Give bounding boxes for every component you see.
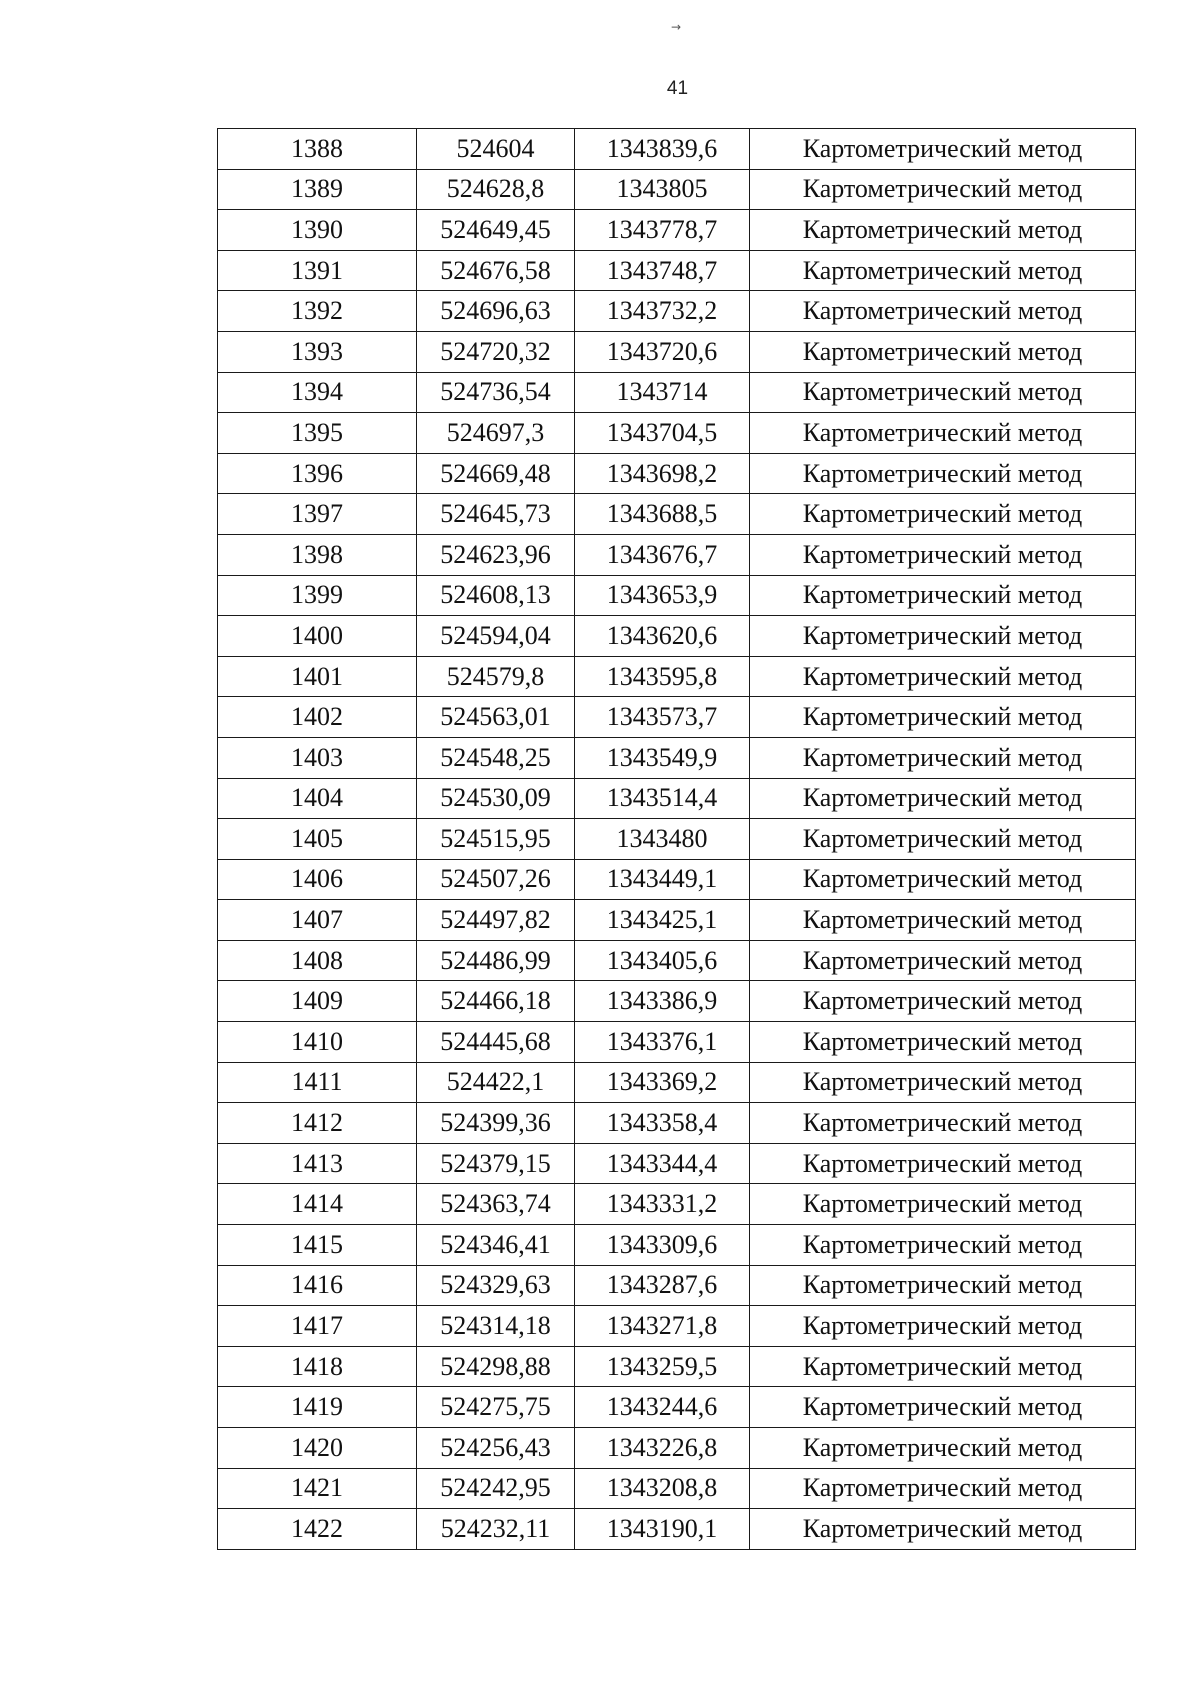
table-row bbox=[218, 940, 1136, 981]
point-number-cell: 1399 bbox=[218, 575, 417, 616]
table-row bbox=[218, 1265, 1136, 1306]
point-number-cell: 1422 bbox=[218, 1509, 417, 1550]
table-row bbox=[218, 250, 1136, 291]
table-row bbox=[218, 819, 1136, 860]
y-coordinate-cell: 1343358,4 bbox=[575, 1103, 750, 1144]
x-coordinate-cell: 524697,3 bbox=[417, 413, 575, 454]
y-coordinate-cell: 1343376,1 bbox=[575, 1022, 750, 1063]
point-number-cell: 1396 bbox=[218, 453, 417, 494]
y-coordinate-cell: 1343748,7 bbox=[575, 250, 750, 291]
point-number-cell: 1394 bbox=[218, 372, 417, 413]
y-coordinate-cell: 1343331,2 bbox=[575, 1184, 750, 1225]
method-cell: Картометрический метод bbox=[750, 575, 1136, 616]
table-row bbox=[218, 737, 1136, 778]
x-coordinate-cell: 524720,32 bbox=[417, 331, 575, 372]
x-coordinate-cell: 524232,11 bbox=[417, 1509, 575, 1550]
table-row bbox=[218, 210, 1136, 251]
y-coordinate-cell: 1343778,7 bbox=[575, 210, 750, 251]
y-coordinate-cell: 1343714 bbox=[575, 372, 750, 413]
method-cell: Картометрический метод bbox=[750, 534, 1136, 575]
table-row bbox=[218, 169, 1136, 210]
method-cell: Картометрический метод bbox=[750, 656, 1136, 697]
method-cell: Картометрический метод bbox=[750, 1184, 1136, 1225]
point-number-cell: 1405 bbox=[218, 819, 417, 860]
y-coordinate-cell: 1343480 bbox=[575, 819, 750, 860]
method-cell: Картометрический метод bbox=[750, 1225, 1136, 1266]
point-number-cell: 1402 bbox=[218, 697, 417, 738]
table-row bbox=[218, 1428, 1136, 1469]
table-row bbox=[218, 1225, 1136, 1266]
method-cell: Картометрический метод bbox=[750, 940, 1136, 981]
method-cell: Картометрический метод bbox=[750, 1468, 1136, 1509]
method-cell: Картометрический метод bbox=[750, 1509, 1136, 1550]
method-cell: Картометрический метод bbox=[750, 1306, 1136, 1347]
y-coordinate-cell: 1343405,6 bbox=[575, 940, 750, 981]
method-cell: Картометрический метод bbox=[750, 900, 1136, 941]
point-number-cell: 1400 bbox=[218, 616, 417, 657]
method-cell: Картометрический метод bbox=[750, 169, 1136, 210]
y-coordinate-cell: 1343573,7 bbox=[575, 697, 750, 738]
table-row bbox=[218, 859, 1136, 900]
table-row bbox=[218, 453, 1136, 494]
method-cell: Картометрический метод bbox=[750, 819, 1136, 860]
point-number-cell: 1406 bbox=[218, 859, 417, 900]
point-number-cell: 1395 bbox=[218, 413, 417, 454]
x-coordinate-cell: 524363,74 bbox=[417, 1184, 575, 1225]
table-row bbox=[218, 1184, 1136, 1225]
point-number-cell: 1420 bbox=[218, 1428, 417, 1469]
method-cell: Картометрический метод bbox=[750, 1387, 1136, 1428]
point-number-cell: 1411 bbox=[218, 1062, 417, 1103]
point-number-cell: 1409 bbox=[218, 981, 417, 1022]
method-cell: Картометрический метод bbox=[750, 1143, 1136, 1184]
y-coordinate-cell: 1343369,2 bbox=[575, 1062, 750, 1103]
method-cell: Картометрический метод bbox=[750, 453, 1136, 494]
table-row bbox=[218, 900, 1136, 941]
x-coordinate-cell: 524736,54 bbox=[417, 372, 575, 413]
method-cell: Картометрический метод bbox=[750, 494, 1136, 535]
table-row bbox=[218, 1103, 1136, 1144]
method-cell: Картометрический метод bbox=[750, 250, 1136, 291]
point-number-cell: 1418 bbox=[218, 1346, 417, 1387]
x-coordinate-cell: 524623,96 bbox=[417, 534, 575, 575]
point-number-cell: 1415 bbox=[218, 1225, 417, 1266]
method-cell: Картометрический метод bbox=[750, 1103, 1136, 1144]
x-coordinate-cell: 524298,88 bbox=[417, 1346, 575, 1387]
point-number-cell: 1392 bbox=[218, 291, 417, 332]
x-coordinate-cell: 524628,8 bbox=[417, 169, 575, 210]
coordinates-table-body bbox=[218, 129, 1136, 1550]
page-number: 41 bbox=[666, 78, 689, 99]
x-coordinate-cell: 524507,26 bbox=[417, 859, 575, 900]
y-coordinate-cell: 1343309,6 bbox=[575, 1225, 750, 1266]
x-coordinate-cell: 524486,99 bbox=[417, 940, 575, 981]
point-number-cell: 1410 bbox=[218, 1022, 417, 1063]
y-coordinate-cell: 1343732,2 bbox=[575, 291, 750, 332]
x-coordinate-cell: 524649,45 bbox=[417, 210, 575, 251]
x-coordinate-cell: 524466,18 bbox=[417, 981, 575, 1022]
x-coordinate-cell: 524608,13 bbox=[417, 575, 575, 616]
table-row bbox=[218, 1143, 1136, 1184]
y-coordinate-cell: 1343653,9 bbox=[575, 575, 750, 616]
method-cell: Картометрический метод bbox=[750, 331, 1136, 372]
table-row bbox=[218, 575, 1136, 616]
table-row bbox=[218, 1387, 1136, 1428]
table-row bbox=[218, 1468, 1136, 1509]
point-number-cell: 1419 bbox=[218, 1387, 417, 1428]
table-row bbox=[218, 656, 1136, 697]
method-cell: Картометрический метод bbox=[750, 1428, 1136, 1469]
y-coordinate-cell: 1343688,5 bbox=[575, 494, 750, 535]
x-coordinate-cell: 524530,09 bbox=[417, 778, 575, 819]
point-number-cell: 1393 bbox=[218, 331, 417, 372]
x-coordinate-cell: 524346,41 bbox=[417, 1225, 575, 1266]
method-cell: Картометрический метод bbox=[750, 129, 1136, 170]
point-number-cell: 1397 bbox=[218, 494, 417, 535]
table-row bbox=[218, 129, 1136, 170]
table-row bbox=[218, 1306, 1136, 1347]
x-coordinate-cell: 524696,63 bbox=[417, 291, 575, 332]
method-cell: Картометрический метод bbox=[750, 413, 1136, 454]
y-coordinate-cell: 1343449,1 bbox=[575, 859, 750, 900]
table-row bbox=[218, 534, 1136, 575]
point-number-cell: 1404 bbox=[218, 778, 417, 819]
x-coordinate-cell: 524563,01 bbox=[417, 697, 575, 738]
y-coordinate-cell: 1343226,8 bbox=[575, 1428, 750, 1469]
method-cell: Картометрический метод bbox=[750, 737, 1136, 778]
x-coordinate-cell: 524604 bbox=[417, 129, 575, 170]
y-coordinate-cell: 1343839,6 bbox=[575, 129, 750, 170]
point-number-cell: 1403 bbox=[218, 737, 417, 778]
point-number-cell: 1388 bbox=[218, 129, 417, 170]
y-coordinate-cell: 1343676,7 bbox=[575, 534, 750, 575]
x-coordinate-cell: 524256,43 bbox=[417, 1428, 575, 1469]
x-coordinate-cell: 524242,95 bbox=[417, 1468, 575, 1509]
y-coordinate-cell: 1343704,5 bbox=[575, 413, 750, 454]
y-coordinate-cell: 1343271,8 bbox=[575, 1306, 750, 1347]
table-row bbox=[218, 697, 1136, 738]
point-number-cell: 1389 bbox=[218, 169, 417, 210]
y-coordinate-cell: 1343344,4 bbox=[575, 1143, 750, 1184]
method-cell: Картометрический метод bbox=[750, 1346, 1136, 1387]
y-coordinate-cell: 1343425,1 bbox=[575, 900, 750, 941]
x-coordinate-cell: 524399,36 bbox=[417, 1103, 575, 1144]
method-cell: Картометрический метод bbox=[750, 1265, 1136, 1306]
method-cell: Картометрический метод bbox=[750, 372, 1136, 413]
table-row bbox=[218, 413, 1136, 454]
point-number-cell: 1391 bbox=[218, 250, 417, 291]
point-number-cell: 1421 bbox=[218, 1468, 417, 1509]
point-number-cell: 1416 bbox=[218, 1265, 417, 1306]
x-coordinate-cell: 524579,8 bbox=[417, 656, 575, 697]
table-row bbox=[218, 372, 1136, 413]
method-cell: Картометрический метод bbox=[750, 859, 1136, 900]
method-cell: Картометрический метод bbox=[750, 981, 1136, 1022]
y-coordinate-cell: 1343514,4 bbox=[575, 778, 750, 819]
method-cell: Картометрический метод bbox=[750, 616, 1136, 657]
point-number-cell: 1390 bbox=[218, 210, 417, 251]
x-coordinate-cell: 524422,1 bbox=[417, 1062, 575, 1103]
x-coordinate-cell: 524379,15 bbox=[417, 1143, 575, 1184]
point-number-cell: 1398 bbox=[218, 534, 417, 575]
table-row bbox=[218, 331, 1136, 372]
y-coordinate-cell: 1343620,6 bbox=[575, 616, 750, 657]
y-coordinate-cell: 1343386,9 bbox=[575, 981, 750, 1022]
table-row bbox=[218, 1346, 1136, 1387]
y-coordinate-cell: 1343595,8 bbox=[575, 656, 750, 697]
x-coordinate-cell: 524548,25 bbox=[417, 737, 575, 778]
point-number-cell: 1401 bbox=[218, 656, 417, 697]
method-cell: Картометрический метод bbox=[750, 697, 1136, 738]
y-coordinate-cell: 1343549,9 bbox=[575, 737, 750, 778]
y-coordinate-cell: 1343208,8 bbox=[575, 1468, 750, 1509]
y-coordinate-cell: 1343259,5 bbox=[575, 1346, 750, 1387]
table-row bbox=[218, 981, 1136, 1022]
y-coordinate-cell: 1343190,1 bbox=[575, 1509, 750, 1550]
point-number-cell: 1407 bbox=[218, 900, 417, 941]
y-coordinate-cell: 1343720,6 bbox=[575, 331, 750, 372]
table-row bbox=[218, 616, 1136, 657]
x-coordinate-cell: 524497,82 bbox=[417, 900, 575, 941]
point-number-cell: 1414 bbox=[218, 1184, 417, 1225]
point-number-cell: 1412 bbox=[218, 1103, 417, 1144]
x-coordinate-cell: 524445,68 bbox=[417, 1022, 575, 1063]
method-cell: Картометрический метод bbox=[750, 1062, 1136, 1103]
table-row bbox=[218, 778, 1136, 819]
x-coordinate-cell: 524669,48 bbox=[417, 453, 575, 494]
method-cell: Картометрический метод bbox=[750, 1022, 1136, 1063]
table-row bbox=[218, 1509, 1136, 1550]
x-coordinate-cell: 524515,95 bbox=[417, 819, 575, 860]
point-number-cell: 1413 bbox=[218, 1143, 417, 1184]
method-cell: Картометрический метод bbox=[750, 778, 1136, 819]
coordinates-table bbox=[217, 128, 1136, 1550]
table-row bbox=[218, 1062, 1136, 1103]
scan-mark: → bbox=[671, 20, 682, 34]
point-number-cell: 1408 bbox=[218, 940, 417, 981]
x-coordinate-cell: 524275,75 bbox=[417, 1387, 575, 1428]
method-cell: Картометрический метод bbox=[750, 291, 1136, 332]
y-coordinate-cell: 1343244,6 bbox=[575, 1387, 750, 1428]
table-row bbox=[218, 1022, 1136, 1063]
x-coordinate-cell: 524594,04 bbox=[417, 616, 575, 657]
table-row bbox=[218, 291, 1136, 332]
x-coordinate-cell: 524329,63 bbox=[417, 1265, 575, 1306]
y-coordinate-cell: 1343698,2 bbox=[575, 453, 750, 494]
table-row bbox=[218, 494, 1136, 535]
y-coordinate-cell: 1343805 bbox=[575, 169, 750, 210]
x-coordinate-cell: 524645,73 bbox=[417, 494, 575, 535]
point-number-cell: 1417 bbox=[218, 1306, 417, 1347]
y-coordinate-cell: 1343287,6 bbox=[575, 1265, 750, 1306]
x-coordinate-cell: 524676,58 bbox=[417, 250, 575, 291]
method-cell: Картометрический метод bbox=[750, 210, 1136, 251]
x-coordinate-cell: 524314,18 bbox=[417, 1306, 575, 1347]
